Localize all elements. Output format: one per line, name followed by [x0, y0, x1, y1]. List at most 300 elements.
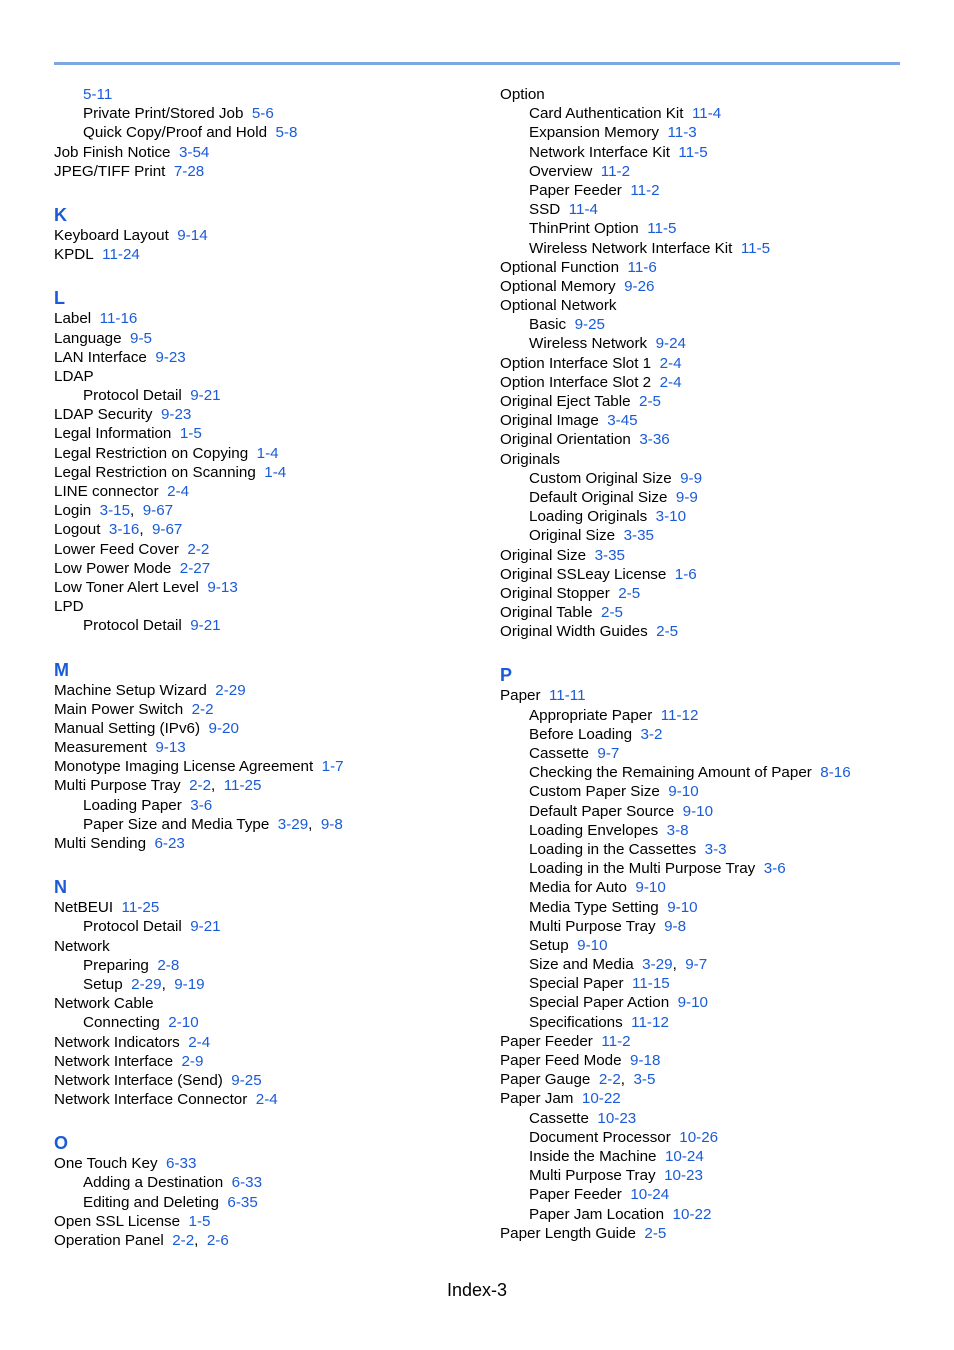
entry-term: Network Interface — [54, 1052, 174, 1070]
page-reference-link[interactable]: 11-12 — [660, 706, 699, 724]
page-reference-link[interactable]: 3-16 — [108, 521, 140, 539]
index-subentry-setup — [54, 975, 474, 994]
index-letter-heading: K — [54, 204, 67, 225]
entry-term: Original Size — [529, 527, 616, 545]
index-subentry-overview — [500, 162, 920, 181]
index-subentry-document-processor — [500, 1128, 920, 1147]
page-reference-link[interactable]: 11-3 — [667, 124, 697, 142]
page-reference-link[interactable]: 11-5 — [647, 220, 677, 238]
index-subentry-cassette — [500, 1109, 920, 1128]
index-entry-option-interface-slot-1 — [500, 354, 920, 373]
entry-term: Paper Gauge — [500, 1071, 591, 1089]
index-entry-network — [54, 937, 474, 956]
page-reference-link[interactable]: 2-2 — [191, 700, 214, 718]
page-reference-link[interactable]: 1-4 — [256, 444, 279, 462]
entry-term: Option Interface Slot 2 — [500, 373, 652, 391]
index-subentry-preparing — [54, 956, 474, 975]
entry-term: Protocol Detail — [83, 617, 182, 635]
page-reference-link[interactable]: 5-8 — [275, 124, 298, 142]
entry-term: Original Orientation — [500, 431, 631, 449]
entry-term: Paper Length Guide — [500, 1224, 636, 1242]
page-reference-link[interactable]: 11-4 — [568, 201, 598, 219]
page-reference-link[interactable]: 3-35 — [623, 527, 654, 545]
index-entry-originals — [500, 450, 920, 469]
entry-term: NetBEUI — [54, 899, 114, 917]
page-reference-link[interactable]: 3-35 — [594, 546, 625, 564]
page-reference-link[interactable]: 6-35 — [227, 1193, 258, 1211]
page-reference-link[interactable]: 3-45 — [607, 412, 638, 430]
entry-term: Special Paper Action — [529, 994, 670, 1012]
entry-term: Original Eject Table — [500, 393, 631, 410]
ref-separator: , — [308, 815, 321, 833]
page-reference-link[interactable]: 2-4 — [167, 483, 190, 500]
page-reference-link[interactable]: 9-10 — [682, 802, 714, 820]
page-reference-link[interactable]: 9-24 — [655, 335, 687, 353]
entry-term: Multi Purpose Tray — [54, 777, 181, 795]
entry-term: Document Processor — [529, 1128, 671, 1146]
page-reference-link[interactable]: 1-7 — [321, 758, 344, 776]
entry-term: Lower Feed Cover — [54, 540, 179, 558]
entry-term: Legal Restriction on Scanning — [54, 463, 256, 481]
entry-term: Editing and Deleting — [83, 1193, 219, 1211]
entry-term: Checking the Remaining Amount of Paper — [529, 764, 812, 782]
page-reference-link[interactable]: 3-2 — [640, 725, 663, 743]
index-entry-job-finish-notice — [54, 143, 474, 162]
entry-term: Custom Paper Size — [529, 783, 660, 801]
page-reference-link[interactable]: 9-23 — [155, 348, 186, 366]
page-reference-link[interactable]: 9-18 — [630, 1052, 661, 1069]
index-subentry-paper-size-and-media-type — [54, 815, 474, 834]
index-subentry-connecting — [54, 1013, 474, 1032]
page-reference-link[interactable]: 11-4 — [691, 105, 722, 123]
page-reference-link[interactable]: 1-6 — [674, 565, 697, 583]
index-subentry-wireless-network — [500, 334, 920, 353]
entry-term: Original SSLeay License — [500, 565, 667, 583]
entry-term: Before Loading — [529, 725, 633, 743]
page-reference-link[interactable]: 9-10 — [668, 783, 699, 801]
index-entry-option-interface-slot-2 — [500, 373, 920, 392]
index-entry-lan-interface — [54, 348, 474, 367]
index-subentry-wireless-network-interface-kit — [500, 239, 920, 258]
entry-term: Legal Information — [54, 425, 172, 443]
page-reference-link[interactable]: 10-23 — [597, 1109, 637, 1127]
index-subentry-before-loading — [500, 725, 920, 744]
page-reference-link[interactable]: 9-21 — [190, 617, 221, 635]
entry-term: Wireless Network — [529, 335, 648, 353]
entry-term: Originals — [500, 450, 560, 468]
page-reference-link[interactable]: 9-13 — [155, 739, 186, 757]
entry-term: Cassette — [529, 1109, 589, 1127]
page-reference-link[interactable]: 11-2 — [601, 1032, 631, 1050]
index-entry-low-toner-alert-level — [54, 578, 474, 597]
page-reference-link[interactable]: 2-8 — [157, 956, 180, 974]
page-reference-link[interactable]: 3-8 — [666, 821, 689, 839]
entry-term: Basic — [529, 316, 567, 334]
page-reference-link[interactable]: 2-2 — [189, 777, 212, 795]
entry-term: Original Stopper — [500, 584, 610, 602]
entry-term: Network Indicators — [54, 1033, 180, 1051]
entry-term: Paper Feeder — [500, 1032, 593, 1050]
section-gap — [54, 636, 474, 659]
index-subentry-protocol-detail — [54, 386, 474, 405]
index-entry-keyboard-layout — [54, 226, 474, 245]
index-entry-optional-network — [500, 296, 920, 315]
entry-term: Low Toner Alert Level — [54, 578, 199, 596]
entry-term: Main Power Switch — [54, 700, 184, 718]
page-reference-link[interactable]: 11-2 — [630, 181, 660, 199]
page-reference-link[interactable]: 2-29 — [215, 681, 246, 699]
entry-term: Multi Sending — [54, 835, 147, 852]
page-reference-link[interactable]: 3-3 — [704, 840, 727, 858]
page-reference-link[interactable]: 3-29 — [277, 815, 309, 833]
page-reference-link[interactable]: 2-6 — [206, 1232, 229, 1249]
index-subentry-card-authentication-kit — [500, 104, 920, 123]
page-reference-link[interactable]: 9-20 — [208, 719, 239, 737]
entry-term: Paper Jam — [500, 1090, 574, 1108]
index-entry-lower-feed-cover — [54, 540, 474, 559]
entry-term: Paper Feed Mode — [500, 1052, 622, 1069]
page-reference-link[interactable]: 2-5 — [656, 623, 679, 641]
entry-term: Connecting — [83, 1014, 160, 1032]
entry-term: Loading in the Cassettes — [529, 840, 697, 858]
page-reference-link[interactable]: 10-22 — [581, 1090, 621, 1108]
index-entry-paper-length-guide — [500, 1224, 920, 1243]
page-reference-link[interactable]: 3-5 — [633, 1071, 656, 1089]
page-reference-link[interactable]: 11-24 — [102, 246, 140, 264]
entry-term: Network Interface Connector — [54, 1091, 248, 1109]
entry-term: Optional Network — [500, 297, 617, 315]
page-reference-link[interactable]: 9-8 — [320, 815, 343, 833]
entry-term: Measurement — [54, 739, 147, 757]
index-entry-manual-setting-ipv6 — [54, 719, 474, 738]
index-subentry-thinprint-option — [500, 219, 920, 238]
index-letter-heading: N — [54, 877, 67, 898]
index-subentry-expansion-memory — [500, 123, 920, 142]
entry-term: Paper Jam Location — [529, 1205, 665, 1223]
index-subentry-original-size — [500, 526, 920, 545]
page-reference-link[interactable]: 11-16 — [99, 310, 138, 328]
index-entry-one-touch-key — [54, 1154, 474, 1173]
index-subentry-special-paper — [500, 974, 920, 993]
index-entry-network-interface-send — [54, 1071, 474, 1090]
entry-term: Original Table — [500, 604, 593, 622]
page-reference-link[interactable]: 3-6 — [763, 860, 786, 878]
page-reference-link[interactable]: 3-54 — [178, 143, 210, 161]
page-reference-link[interactable]: 5-6 — [251, 105, 274, 123]
entry-term: Option — [500, 86, 545, 103]
index-entry-legal-information — [54, 424, 474, 443]
entry-term: Language — [54, 329, 122, 347]
entry-term: Original Image — [500, 412, 599, 430]
index-entry-network-interface — [54, 1052, 474, 1071]
entry-term: Paper — [500, 687, 541, 705]
index-subentry-adding-a-destination — [54, 1173, 474, 1192]
page-reference-link[interactable]: 2-29 — [131, 975, 162, 993]
ref-separator: , — [130, 502, 143, 520]
page-reference-link[interactable]: 1-5 — [188, 1212, 211, 1230]
index-letter-heading: O — [54, 1133, 69, 1154]
page-reference-link[interactable]: 9-5 — [130, 329, 152, 347]
index-subentry-protocol-detail — [54, 917, 474, 936]
page-reference-link[interactable]: 9-26 — [624, 277, 655, 295]
entry-term: Login — [54, 502, 92, 520]
entry-term: Media for Auto — [529, 879, 627, 897]
index-subentry-network-interface-kit — [500, 143, 920, 162]
page-reference-link[interactable]: 9-25 — [231, 1071, 262, 1089]
ref-separator: , — [620, 1071, 634, 1089]
index-entry-option — [500, 85, 920, 104]
page-reference-link[interactable]: 6-23 — [154, 835, 185, 852]
index-entry-measurement — [54, 738, 474, 757]
entry-term: Overview — [529, 162, 593, 180]
page-reference-link[interactable]: 11-6 — [627, 258, 657, 276]
index-subentry-loading-envelopes — [500, 821, 920, 840]
section-gap — [54, 853, 474, 876]
index-entry-original-orientation — [500, 430, 920, 449]
entry-term: Optional Function — [500, 258, 620, 276]
page-reference-link[interactable]: 2-4 — [659, 373, 682, 391]
index-entry-low-power-mode — [54, 559, 474, 578]
page-reference-link[interactable]: 9-21 — [190, 918, 221, 936]
page-reference-link[interactable]: 9-9 — [675, 488, 698, 506]
ref-separator: , — [139, 521, 152, 539]
page-reference-link[interactable]: 11-15 — [632, 975, 670, 993]
page-reference-link[interactable]: 9-13 — [207, 578, 238, 596]
entry-term: Default Paper Source — [529, 802, 675, 820]
page-reference-link[interactable]: 2-2 — [187, 540, 210, 558]
entry-term: Specifications — [529, 1013, 623, 1031]
entry-term: Original Width Guides — [500, 623, 648, 641]
index-entry-network-indicators — [54, 1033, 474, 1052]
entry-term: Appropriate Paper — [529, 706, 653, 724]
index-entry-lpd — [54, 597, 474, 616]
index-subentry-loading-in-the-multi-purpose-tray — [500, 859, 920, 878]
index-entry-original-table — [500, 603, 920, 622]
index-subentry-custom-paper-size — [500, 782, 920, 801]
index-subentry-paper-feeder — [500, 181, 920, 200]
index-entry-multi-purpose-tray — [54, 776, 474, 795]
page-reference-link[interactable]: 3-6 — [190, 796, 213, 814]
page-reference-link[interactable]: 3-29 — [642, 956, 673, 974]
entry-term: Cassette — [529, 745, 589, 762]
page-reference-link[interactable]: 11-5 — [740, 239, 771, 257]
entry-term: Label — [54, 310, 92, 328]
index-letter-heading: P — [500, 665, 513, 686]
index-column-left — [54, 85, 474, 1250]
page-reference-link[interactable]: 11-25 — [223, 777, 262, 795]
page-reference-link[interactable]: 2-2 — [598, 1071, 621, 1089]
entry-term: Multi Purpose Tray — [529, 1167, 656, 1185]
index-entry-original-stopper — [500, 584, 920, 603]
header-rule — [54, 62, 900, 65]
entry-term: Protocol Detail — [83, 387, 182, 405]
entry-term: Option Interface Slot 1 — [500, 354, 652, 372]
index-subentry-loading-paper — [54, 796, 474, 815]
page-reference-link[interactable]: 5-11 — [83, 86, 113, 103]
index-subentry-setup — [500, 936, 920, 955]
index-subentry-checking-the-remaining-amount-of-paper — [500, 763, 920, 782]
page-reference-link[interactable]: 3-15 — [99, 502, 131, 520]
index-subentry-quick-copy-proof-and-hold — [54, 123, 474, 142]
page-reference-link[interactable]: 9-10 — [577, 936, 608, 954]
page-reference-link[interactable]: 9-23 — [160, 406, 192, 424]
entry-term: Protocol Detail — [83, 918, 182, 936]
index-subentry-multi-purpose-tray — [500, 917, 920, 936]
page-reference-link[interactable]: 10-26 — [679, 1128, 719, 1146]
index-entry-network-interface-connector — [54, 1090, 474, 1109]
index-entry-original-image — [500, 411, 920, 430]
section-gap — [500, 641, 920, 664]
index-entry-paper-gauge — [500, 1070, 920, 1089]
index-entry-paper-jam — [500, 1089, 920, 1108]
index-entry-operation-panel — [54, 1231, 474, 1250]
index-entry-paper-feeder — [500, 1032, 920, 1051]
page-reference-link[interactable]: 9-7 — [597, 745, 620, 762]
index-entry-logout — [54, 520, 474, 539]
page-reference-link[interactable]: 2-4 — [255, 1091, 278, 1109]
entry-term: Logout — [54, 521, 101, 539]
index-entry-ldap-security — [54, 405, 474, 424]
entry-term: Low Power Mode — [54, 559, 172, 577]
ref-separator: , — [211, 777, 224, 795]
page-reference-link[interactable]: 6-33 — [231, 1174, 263, 1192]
entry-term: LAN Interface — [54, 348, 147, 366]
entry-term: Card Authentication Kit — [529, 105, 684, 123]
index-entry-paper — [500, 686, 920, 705]
entry-term: Network — [54, 937, 110, 955]
page-reference-link[interactable]: 7-28 — [173, 162, 205, 180]
entry-term: Multi Purpose Tray — [529, 917, 656, 935]
index-letter-heading: L — [54, 288, 65, 309]
entry-term: Job Finish Notice — [54, 143, 171, 161]
page-reference-link[interactable]: 2-4 — [659, 354, 682, 372]
page-reference-link[interactable]: 8-16 — [820, 764, 851, 782]
page-reference-link[interactable]: 1-4 — [264, 463, 287, 481]
index-subentry-media-for-auto — [500, 878, 920, 897]
entry-term: LPD — [54, 598, 84, 616]
page-reference-link[interactable]: 2-10 — [168, 1014, 199, 1032]
page-reference-link[interactable]: 3-10 — [655, 508, 687, 526]
page-reference-link[interactable]: 9-67 — [142, 502, 174, 520]
index-subentry-protocol-detail — [54, 616, 474, 635]
index-subentry-ssd — [500, 200, 920, 219]
index-entry-open-ssl-license — [54, 1212, 474, 1231]
page-reference-link[interactable]: 1-5 — [179, 425, 202, 443]
page-reference-link[interactable]: 9-21 — [190, 387, 221, 405]
index-letter-heading: M — [54, 659, 69, 680]
entry-term: LDAP — [54, 367, 94, 385]
page-reference-link[interactable]: 9-14 — [177, 226, 208, 244]
index-entry-ldap — [54, 367, 474, 386]
entry-term: SSD — [529, 201, 561, 219]
index-entry-optional-memory — [500, 277, 920, 296]
entry-term: Machine Setup Wizard — [54, 681, 207, 699]
page-reference-link[interactable]: 2-27 — [179, 559, 211, 577]
page-reference-link[interactable]: 2-5 — [601, 604, 623, 622]
ref-separator: , — [161, 975, 175, 993]
section-gap — [54, 1109, 474, 1132]
entry-term: Paper Feeder — [529, 181, 622, 199]
index-entry-original-eject-table — [500, 392, 920, 411]
page-reference-link[interactable]: 9-8 — [664, 917, 687, 935]
index-subentry-special-paper-action — [500, 993, 920, 1012]
entry-term: Loading Originals — [529, 508, 648, 526]
page-reference-link[interactable]: 9-10 — [667, 898, 698, 916]
index-subentry-paper-feeder — [500, 1185, 920, 1204]
index-subentry-media-type-setting — [500, 898, 920, 917]
entry-term: Open SSL License — [54, 1212, 181, 1230]
entry-term: One Touch Key — [54, 1155, 158, 1173]
entry-term: Network Interface Kit — [529, 143, 670, 161]
index-entry-legal-restriction-on-copying — [54, 444, 474, 463]
index-entry-original-width-guides — [500, 622, 920, 641]
entry-term: Setup — [529, 936, 569, 954]
index-entry-jpeg-tiff-print — [54, 162, 474, 181]
entry-term: Expansion Memory — [529, 124, 659, 142]
index-subentry-multi-purpose-tray — [500, 1166, 920, 1185]
page-reference-link[interactable]: 2-5 — [639, 393, 661, 410]
page-reference-link[interactable]: 11-11 — [548, 687, 586, 705]
page-reference-link[interactable]: 3-36 — [639, 431, 670, 449]
page-reference-link[interactable]: 11-12 — [631, 1013, 669, 1031]
entry-term: Wireless Network Interface Kit — [529, 239, 733, 257]
page-reference-link[interactable]: 10-24 — [630, 1186, 670, 1204]
entry-term: Optional Memory — [500, 277, 616, 295]
entry-term: Loading in the Multi Purpose Tray — [529, 860, 756, 878]
entry-term: Size and Media — [529, 956, 634, 974]
entry-term: Quick Copy/Proof and Hold — [83, 124, 268, 142]
index-subentry-paper-jam-location — [500, 1205, 920, 1224]
entry-term: LDAP Security — [54, 406, 153, 424]
entry-term: JPEG/TIFF Print — [54, 162, 166, 180]
index-entry-original-ssleay-license — [500, 565, 920, 584]
page-reference-link[interactable]: 2-4 — [188, 1033, 211, 1051]
page-reference-link[interactable]: 11-2 — [600, 162, 631, 180]
page-reference-link[interactable]: 2-9 — [181, 1052, 204, 1070]
page-reference-link[interactable]: 9-10 — [635, 879, 666, 897]
index-subentry-inside-the-machine — [500, 1147, 920, 1166]
page-reference-link[interactable]: 9-25 — [574, 316, 605, 334]
index-subentry-size-and-media — [500, 955, 920, 974]
page-reference-link[interactable]: 9-19 — [174, 975, 205, 993]
section-gap — [54, 264, 474, 287]
entry-term: Operation Panel — [54, 1232, 164, 1249]
page-reference-link[interactable]: 9-7 — [685, 956, 708, 974]
entry-term: Private Print/Stored Job — [83, 105, 244, 123]
page-reference-link[interactable]: 2-5 — [618, 584, 641, 602]
page-reference-link[interactable]: 6-33 — [166, 1155, 197, 1173]
entry-term: Special Paper — [529, 975, 624, 993]
page-reference-link[interactable]: 11-25 — [121, 899, 160, 917]
index-entry-paper-feed-mode — [500, 1051, 920, 1070]
index-entry-kpdl — [54, 245, 474, 264]
page-reference-link[interactable]: 9-10 — [677, 994, 709, 1012]
entry-term: Loading Paper — [83, 796, 182, 814]
page-reference-link[interactable]: 9-9 — [680, 469, 703, 487]
index-subentry-appropriate-paper — [500, 706, 920, 725]
entry-term: Setup — [83, 975, 123, 993]
entry-term: Loading Envelopes — [529, 821, 659, 839]
page-reference-link[interactable]: 10-24 — [664, 1147, 704, 1165]
page-reference-link[interactable]: 9-67 — [151, 521, 183, 539]
page-reference-link[interactable]: 11-5 — [678, 143, 708, 161]
page-reference-link[interactable]: 10-22 — [672, 1205, 712, 1223]
index-subentry-private-print-stored-job — [54, 104, 474, 123]
page-reference-link[interactable]: 2-5 — [644, 1224, 667, 1242]
page-reference-link[interactable]: 10-23 — [664, 1167, 703, 1185]
page-reference-link[interactable]: 2-2 — [172, 1232, 195, 1249]
index-entry-multi-sending — [54, 834, 474, 853]
